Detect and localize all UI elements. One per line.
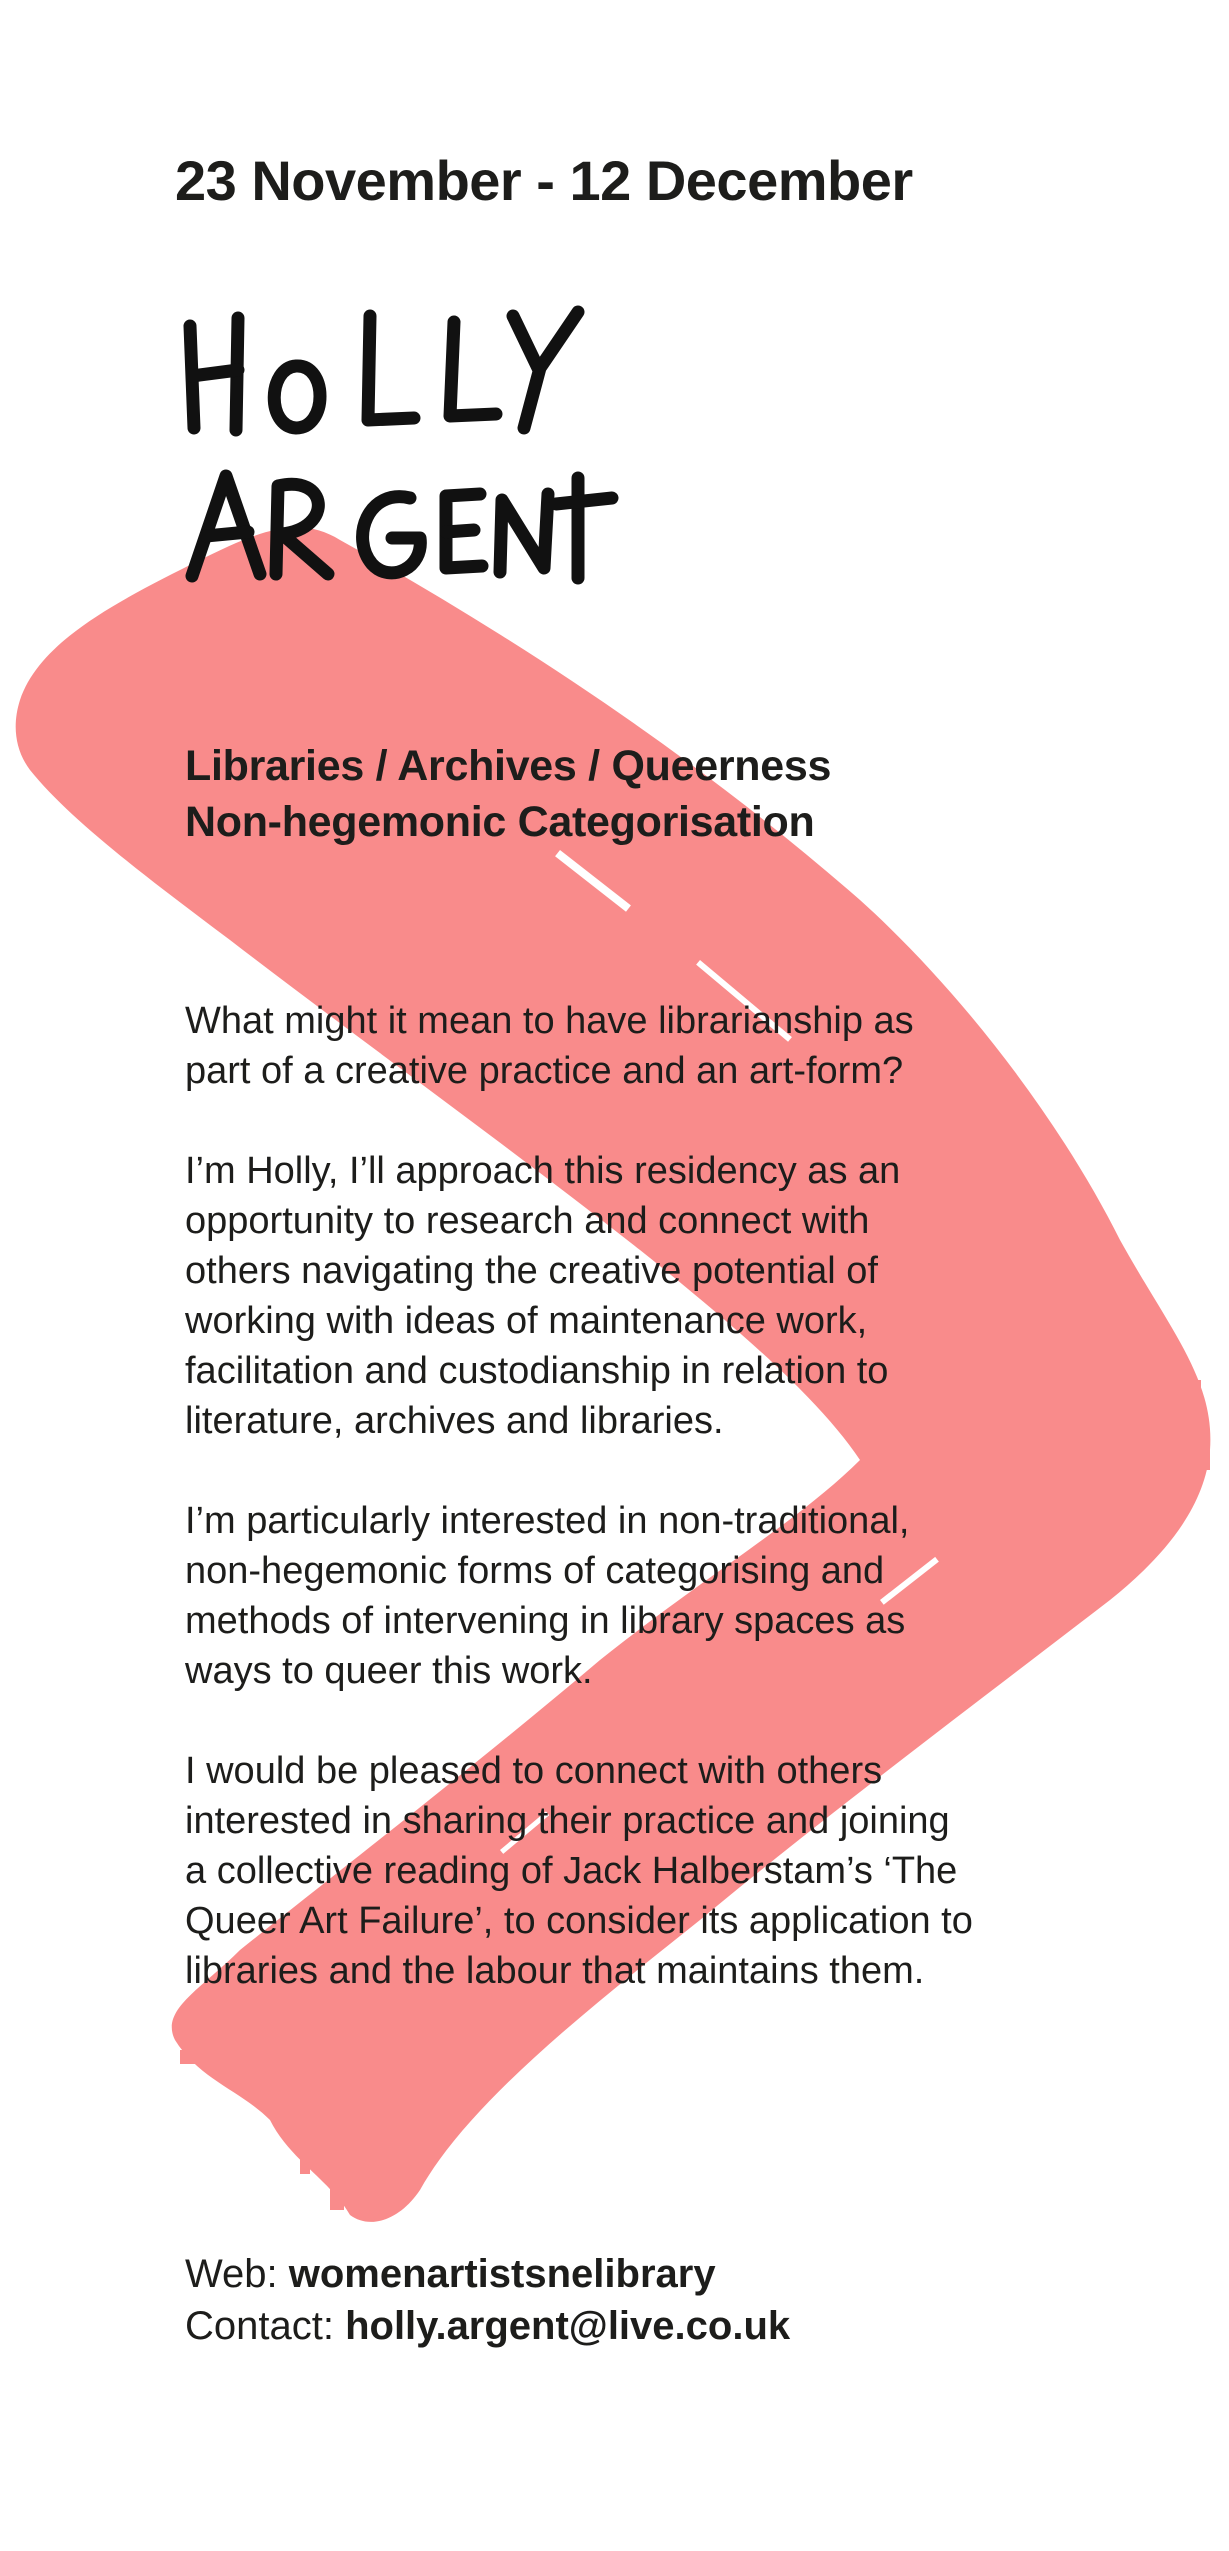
contact-label: Contact: — [185, 2304, 346, 2348]
paragraph-1: What might it mean to have librarianship as part of a creative practice and an art-form? — [185, 1000, 914, 1092]
web-label: Web: — [185, 2252, 289, 2296]
event-dates: 23 November - 12 December — [175, 149, 913, 212]
web-line — [185, 2248, 790, 2300]
headline — [185, 738, 831, 850]
contact-line — [185, 2300, 790, 2352]
paragraph-2: I’m Holly, I’ll approach this residency as an opportunity to research and connect with others navigating the creative potential of working with ideas of maintenance work, facilitation and custodianship in relation to literature, archives and libraries. — [185, 1150, 901, 1442]
paragraph-4: I would be pleased to connect with others interested in sharing their practice and joining a collective reading of Jack Halberstam’s ‘The Queer Art Failure’, to consider its application to libraries and the labour that maintains them. — [185, 1750, 973, 1992]
body-text — [185, 996, 1115, 2046]
artist-name-handwritten — [178, 298, 738, 638]
paragraph-3: I’m particularly interested in non-traditional, non-hegemonic forms of categorising and methods of intervening in library spaces as ways to queer this work. — [185, 1500, 910, 1692]
web-link[interactable]: womenartistsnelibrary — [288, 2252, 716, 2296]
headline-line-2: Non-hegemonic Categorisation — [185, 798, 815, 846]
headline-line-1: Libraries / Archives / Queerness — [185, 742, 832, 790]
email-link[interactable]: holly.argent@live.co.uk — [345, 2304, 791, 2348]
handwritten-name-drawing — [178, 298, 738, 638]
contact-block — [185, 2248, 790, 2352]
